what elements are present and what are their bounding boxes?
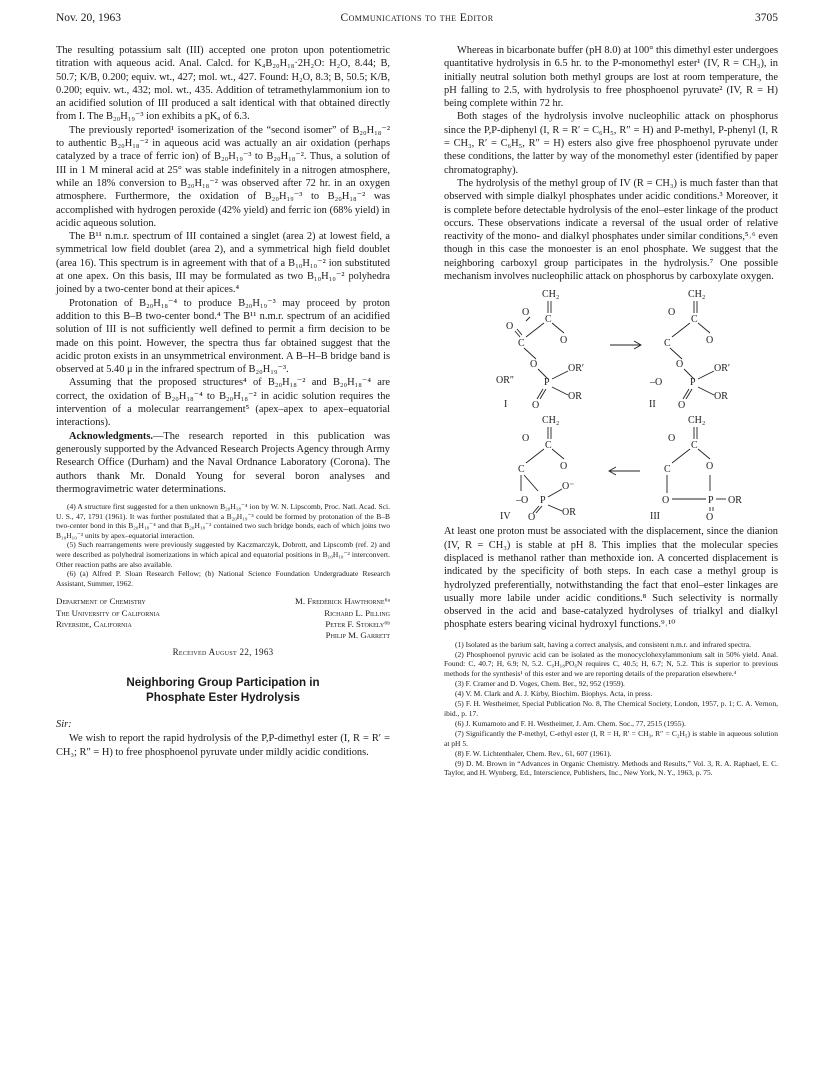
or-label: OR <box>714 391 728 403</box>
footnotes-right <box>444 640 778 778</box>
c-label: C <box>691 314 698 326</box>
or-label: OR <box>562 507 576 519</box>
university: The University of California <box>56 607 160 618</box>
o-label: O <box>532 400 540 412</box>
o-label: O <box>506 321 514 333</box>
footnote: (9) D. M. Brown in “Advances in Organic Chemistry. Methods and Results,” Vol. 3, R. A. Raphael, E. C. Taylor, and H. Wynberg, Ed., Interscience, Publishers, Inc., New York, N. Y., 1963, p. 75. <box>444 758 778 778</box>
footnote: (2) Phosphoenol pyruvic acid can be isolated as the monocyclohexylammonium salt in 50% yield. Anal. Found: C, 40.7; H, 6.9; N, 5.2. C₉H₁₈PO₆N requires C, 40.5; H, 6.7; N, 5.2. This is superior to previous methods for the synthesis¹ of this ester and we are reporting details of the preparation elsewhere.⁴ <box>444 649 778 678</box>
c-label: C <box>518 338 525 350</box>
author: Peter F. Stokely⁶ᵇ <box>325 618 390 629</box>
author: M. Frederick Hawthorne⁶ᵃ <box>295 596 390 607</box>
p-label: P <box>708 495 714 507</box>
o-label: O <box>668 433 676 445</box>
c-label: C <box>664 338 671 350</box>
footnote: (5) F. H. Westheimer, Special Publication No. 8, The Chemical Society, London, 1957, p. 1; C. A. Vernon, ibid., p. 17. <box>444 699 778 718</box>
ch2-label: CH₂ <box>542 415 560 427</box>
paragraph: The hydrolysis of the methyl group of IV (R = CH₃) is much faster than that observed with simple dialkyl phosphates under acidic conditions.³ Moreover, it is complete before detectable hydrolysis of the enol–ester linkage of the product occurs. These observations indicate a reversal of the usual order of relative reactivity of the mono- and dialkyl phosphates under similar conditions,⁵˒⁶ even though in this case the monoester is an enol phosphate. We suggest that the neighboring carboxyl group participates in the hydrolysis.⁷ One possible mechanism involves nucleophilic attack on phosphorus by carboxylate oxygen. <box>444 177 778 283</box>
paragraph: Protonation of B₂₀H₁₈⁻⁴ to produce B₂₀H₁₉⁻³ may proceed by proton addition to this B–B two-center bond.⁴ The B¹¹ n.m.r. spectrum of an acidified solution of III is not sufficiently well defined to permit a firm decision to be made on this point. However, the spectra thus far obtained suggest that the acidic proton exists in an unsymmetrical environment. A B–H–B bridge band is observed at 5.40 μ in the infrared spectrum of B₂₀H₁₉⁻³. <box>56 297 390 376</box>
p-label: P <box>690 377 696 389</box>
acknowledgments-heading: Acknowledgments. <box>69 430 153 442</box>
o-label: O <box>560 335 568 347</box>
o-label: O <box>706 335 714 347</box>
section-title: Communications to the Editor <box>340 12 494 24</box>
article-title-line: Phosphate Ester Hydrolysis <box>146 691 300 705</box>
or-label: OR <box>568 391 582 403</box>
o-label: O <box>676 359 684 371</box>
footnote: (4) A structure first suggested for a then unknown B₂₀H₁₈⁻⁴ ion by W. N. Lipscomb, Proc. Natl. Acad. Sci. U. S., 47, 1791 (1961). It was further postulated that a B₂₀H₁₉⁻³ could be formed by protonation of the B–B two-center bond in this B₂₀H₁₈⁻⁴ and that B₂₀H₁₈⁻² contained two such bridge bonds, each of which joins two B₁₀H₁₀⁻² units by apex–equatorial interaction. <box>56 502 390 540</box>
o-label: O <box>560 461 568 473</box>
footnote: (6) J. Kumamoto and F. H. Westheimer, J. Am. Chem. Soc., 77, 2515 (1955). <box>455 718 686 728</box>
c-label: C <box>545 314 552 326</box>
article-title-line: Neighboring Group Participation in <box>126 676 320 690</box>
reaction-scheme-svg <box>444 285 778 521</box>
c-label: C <box>691 440 698 452</box>
o-label: O <box>522 433 530 445</box>
department: Department of Chemistry <box>56 596 146 607</box>
page-header <box>56 12 778 32</box>
journal-date: Nov. 20, 1963 <box>56 12 122 24</box>
c-label: C <box>518 464 525 476</box>
author: Philip M. Garrett <box>325 630 390 641</box>
o-label: O <box>530 359 538 371</box>
footnote: (4) V. M. Clark and A. J. Kirby, Biochim. Biophys. Acta, in press. <box>455 689 653 699</box>
structure-ii <box>649 289 730 411</box>
or-prime-label: OR′ <box>568 363 585 375</box>
affiliation <box>56 596 226 630</box>
paragraph: The resulting potassium salt (III) accepted one proton upon potentiometric titration with aqueous acid. Anal. Calcd. for K₄B₂₀H₁₈·2H₂O: H₂O, 8.44; B, 50.7; K/B, 0.200; equiv. wt., 427; mol. wt., 427. Found: H₂O, 8.3; B, 50.5; K/B, 0.200; equiv. wt., 432; mol. wt., 435. Addition of tetramethylammonium ion to an acidified solution of III produced a salt identical with that obtained directly from I. The B₂₀H₁₉⁻³ ion exhibits a pKₐ of 6.3. <box>56 45 390 123</box>
o-label: O <box>678 400 686 412</box>
o-label: O <box>522 307 530 319</box>
ch2-label: CH₂ <box>688 289 706 301</box>
paragraph: The B¹¹ n.m.r. spectrum of III contained a singlet (area 2) at lowest field, a symmetrical low field doublet (area 2), and a symmetrical high field doublet (area 16). This spectrum is in agreement with that of a B₁₀H₁₀⁻² ion substituted at one apex. On this basis, III may be formulated as two B₁₀H₁₀⁻² polyhedra joined by a two-center bond at their apices.⁴ <box>56 231 390 296</box>
o-label: O <box>528 512 536 522</box>
acknowledgments <box>56 430 390 496</box>
footnote: (5) Such rearrangements were previously suggested by Kaczmarczyk, Dobrott, and Lipscomb (ref. 2) and were described as polyhedral isomerizations in which apical and equatorial positions in B₁₀H₁₀⁻² interconvert. Other reaction paths are also available. <box>56 540 390 569</box>
page-number: 3705 <box>755 12 778 24</box>
acknowledgments-text: —The research reported in this publication was generously supported by the Advanced Research Projects Agency through Army Research Office (Durham) and the Naval Ordnance Laboratory (Corona). The authors thank Mr. Donald Young for several boron analyses and thermogravimetric water determinations. <box>56 430 390 495</box>
author-address <box>56 596 390 642</box>
o-minus-superscript-label: O⁻ <box>562 481 575 493</box>
paragraph: At least one proton must be associated with the displacement, since the dianion (IV, R = CH₃) is stable at pH 8. This implies that the molecular species displaced is methanol rather than methoxide ion. A concerted displacement is indicated by the specificity of both steps. In each case a methyl group is hydrolyzed preferentially, notwithstanding the fact that enol–ester linkages are usually more labile under acidic conditions.⁸ Such selectivity is normally observed in the acid and base-catalyzed hydrolyses of trialkyl and dialkyl phosphate esters bearing vicinal hydroxyl functions.⁹˒¹⁰ <box>444 526 778 631</box>
c-label: C <box>545 440 552 452</box>
ch2-label: CH₂ <box>688 415 706 427</box>
city: Riverside, California <box>56 618 132 629</box>
o-label: O <box>662 495 670 507</box>
o-minus-label: –O <box>516 495 529 507</box>
compound-i-label: I <box>504 399 508 411</box>
arrow-forward <box>610 341 641 349</box>
author: Richard L. Pilling <box>324 607 390 618</box>
or-prime-label: OR′ <box>714 363 731 375</box>
paragraph: Whereas in bicarbonate buffer (pH 8.0) at 100° this dimethyl ester undergoes quantitative hydrolysis in 6.5 hr. to the P-monomethyl ester¹ (IV, R = CH₃), in initially neutral solution both methyl groups are lost at room temperature, the pH falling to 2.5, with hydrolysis to free phosphoenol pyruvate² (IV, R = H) being complete within 72 hr. <box>444 45 778 110</box>
o-label: O <box>706 512 714 522</box>
structure-iii <box>650 415 742 521</box>
paragraph: We wish to report the rapid hydrolysis of the P,P-dimethyl ester (I, R = R′ = CH₃; R″ = H) to free phosphoenol pyruvate under mildly acidic conditions. <box>56 733 390 758</box>
compound-ii-label: II <box>649 399 656 411</box>
arrow-backward <box>609 467 640 475</box>
ch2-label: CH₂ <box>542 289 560 301</box>
o-label: O <box>668 307 676 319</box>
paragraph: The previously reported¹ isomerization of the “second isomer” of B₂₀H₁₈⁻² to authentic B₂₀H₁₈⁻² in aqueous acid was actually an air oxidation (perhaps catalyzed by a trace of ferric ion) of B₂₀H₁₉⁻³ to B₂₀H₁₈⁻². Thus, a solution of III in 1 M mineral acid at 25° was stable indefinitely in a nitrogen atmosphere, while an 18% conversion to B₂₀H₁₈⁻² was observed after 72 hr. in an oxygen atmosphere. Furthermore, the oxidation of B₂₀H₁₉⁻³ to B₂₀H₁₈⁻² was accomplished with hydrogen peroxide (42% yield) and ferric ion (68% yield) in acidic aqueous solution. <box>56 124 390 229</box>
footnote: (7) Significantly the P-methyl, C-ethyl ester (I, R = H, R′ = CH₃, R″ = C₂H₅) is stable in aqueous solution at pH 5. <box>444 729 778 748</box>
right-column <box>444 44 778 779</box>
compound-iv-label: IV <box>500 511 511 522</box>
o-minus-label: –O <box>650 377 663 389</box>
article-title <box>56 675 390 705</box>
received-date: Received August 22, 1963 <box>172 647 274 658</box>
o-label: O <box>706 461 714 473</box>
footnotes-left <box>56 502 390 588</box>
compound-iii-label: III <box>650 511 660 522</box>
p-label: P <box>544 377 550 389</box>
footnote: (3) F. Cramer and D. Voges, Chem. Ber., 92, 952 (1959). <box>455 679 625 689</box>
reaction-scheme <box>444 285 778 521</box>
p-label: P <box>540 495 546 507</box>
or-label: OR <box>728 495 742 507</box>
footnote: (1) Isolated as the barium salt, having a correct analysis, and consistent n.m.r. and infrared spectra. <box>455 639 751 649</box>
salutation: Sir: <box>56 719 72 731</box>
paragraph: Assuming that the proposed structures⁴ of B₂₀H₁₈⁻² and B₂₀H₁₈⁻⁴ are correct, the oxidation of B₂₀H₁₈⁻⁴ to B₂₀H₁₈⁻² in acidic solution requires the intervention of a molecular rearrangement⁵ (apex–apex to apex–equatorial interactions). <box>56 377 390 429</box>
left-column <box>56 44 390 759</box>
author-list <box>228 596 390 641</box>
footnote: (6) (a) Alfred P. Sloan Research Fellow; (b) National Science Foundation Undergraduate Research Assistant, Summer, 1962. <box>56 569 390 588</box>
paragraph: Both stages of the hydrolysis involve nucleophilic attack on phosphorus since the P,P-diphenyl (I, R = R′ = C₆H₅, R″ = H) and P-methyl, P-phenyl (I, R = CH₃, R′ = C₆H₅, R″ = H) esters also give free phosphoenol pyruvate under these conditions, the latter by way of the monomethyl ester (identified by paper chromatography). <box>444 111 778 176</box>
or-double-prime-label: OR″ <box>496 375 515 387</box>
c-label: C <box>664 464 671 476</box>
structure-iv <box>500 415 576 521</box>
structure-i <box>496 289 584 411</box>
footnote: (8) F. W. Lichtenthaler, Chem. Rev., 61, 607 (1961). <box>455 748 612 758</box>
